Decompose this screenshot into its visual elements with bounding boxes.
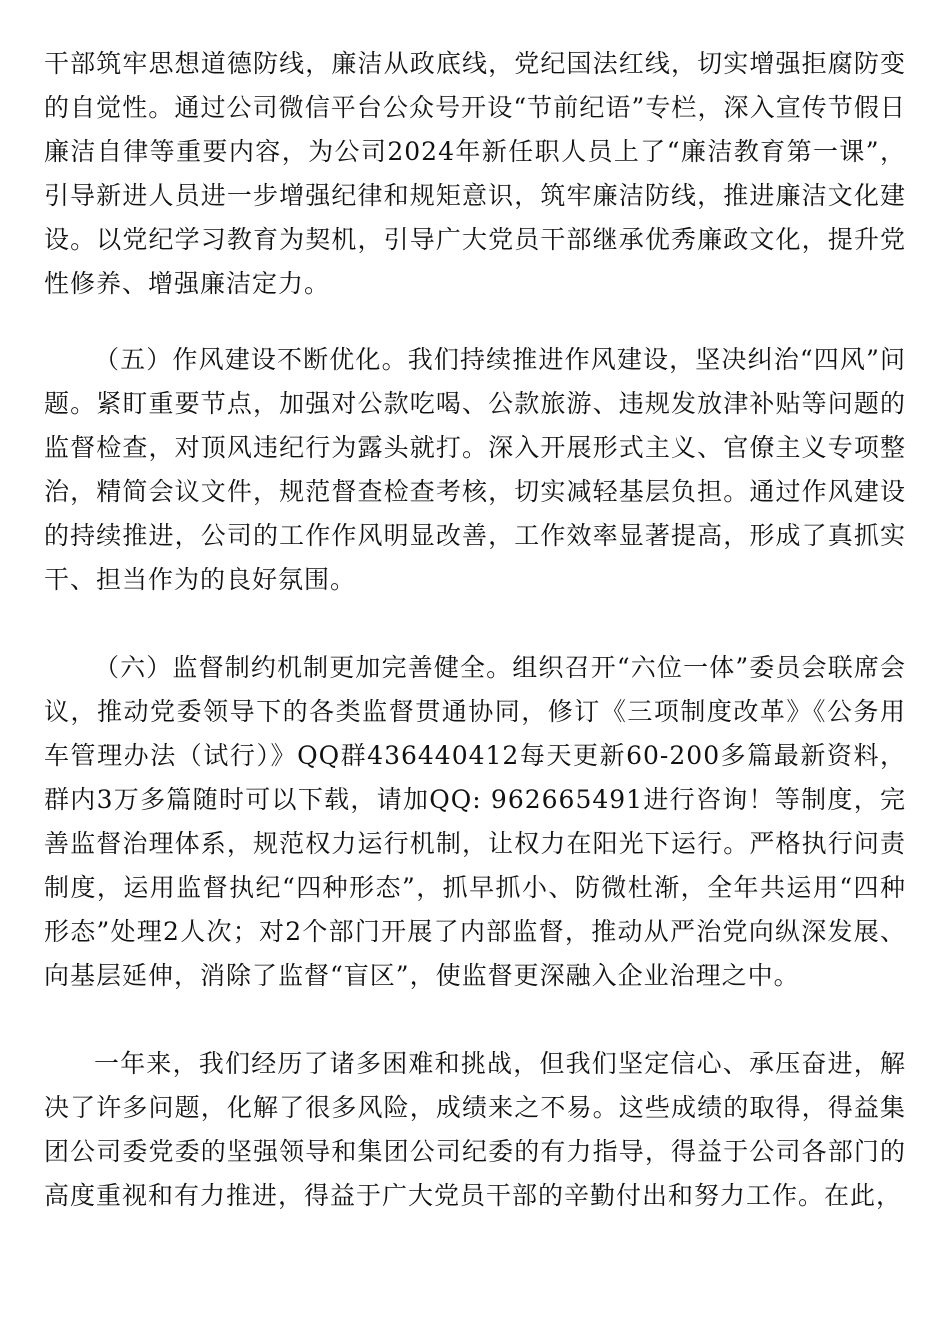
paragraph-continuation: 干部筑牢思想道德防线，廉洁从政底线，党纪国法红线，切实增强拒腐防变的自觉性。通过公司微信平台公众号开设“节前纪语”专栏，深入宣传节假日廉洁自律等重要内容，为公司2024年新任职人员上了“廉洁教育第一课”，引导新进人员进一步增强纪律和规矩意识，筑牢廉洁防线，推进廉洁文化建设。以党纪学习教育为契机，引导广大党员干部继承优秀廉政文化，提升党性修养、增强廉洁定力。 xyxy=(44,49,906,298)
paragraph-summary: 一年来，我们经历了诸多困难和挑战，但我们坚定信心、承压奋进，解决了许多问题，化解了很多风险，成绩来之不易。这些成绩的取得，得益集团公司委党委的坚强领导和集团公司纪委的有力指导，得益于公司各部门的高度重视和有力推进，得益于广大党员干部的辛勤付出和努力工作。在此， xyxy=(44,1049,906,1210)
document-page xyxy=(44,42,906,1218)
paragraph-section-six: （六）监督制约机制更加完善健全。组织召开“六位一体”委员会联席会议，推动党委领导下的各类监督贯通协同，修订《三项制度改革》《公务用车管理办法（试行）》QQ群436440412每天更新60-200多篇最新资料，群内3万多篇随时可以下载，请加QQ: 962665491进行咨询！等制度，完善监督治理体系，规范权力运行机制，让权力在阳光下运行。严格执行问责制度，运用监督执纪“四种形态”，抓早抓小、防微杜渐，全年共运用“四种形态”处理2人次；对2个部门开展了内部监督，推动从严治党向纵深发展、向基层延伸，消除了监督“盲区”，使监督更深融入企业治理之中。 xyxy=(44,653,906,990)
paragraph-section-five: （五）作风建设不断优化。我们持续推进作风建设，坚决纠治“四风”问题。紧盯重要节点，加强对公款吃喝、公款旅游、违规发放津补贴等问题的监督检查，对顶风违纪行为露头就打。深入开展形式主义、官僚主义专项整治，精简会议文件，规范督查检查考核，切实减轻基层负担。通过作风建设的持续推进，公司的工作作风明显改善，工作效率显著提高，形成了真抓实干、担当作为的良好氛围。 xyxy=(44,345,906,594)
